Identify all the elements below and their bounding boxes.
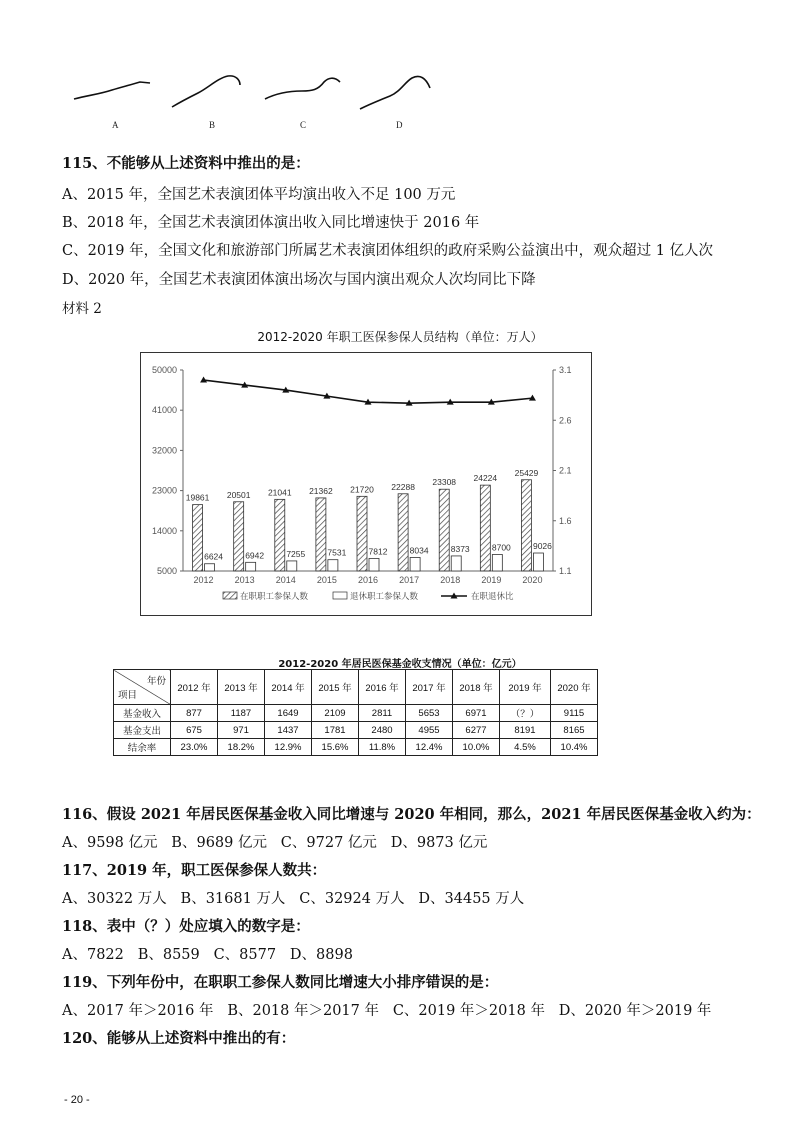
bar-label-retired: 7255: [286, 548, 306, 559]
left-tick-label: 50000: [151, 365, 177, 375]
x-tick-label: 2013: [234, 575, 255, 585]
q115-option-c: C、2019 年，全国文化和旅游部门所属艺术表演团体组织的政府采购公益演出中，观众超过 1 亿人次: [62, 243, 714, 259]
x-tick-label: 2020: [522, 575, 543, 585]
bar-label-active: 21362: [309, 485, 333, 496]
table-row: [114, 705, 598, 722]
bar-retired-workers: [246, 562, 256, 571]
col-header: 2012 年: [171, 670, 218, 705]
table-cell: 11.8%: [359, 739, 406, 756]
chart-title: 2012-2020 年职工医保参保人员结构（单位：万人）: [257, 330, 543, 344]
table-cell: 10.4%: [551, 739, 598, 756]
bar-active-workers: [439, 489, 449, 571]
table-row: [114, 739, 598, 756]
bar-label-retired: 9026: [532, 541, 552, 552]
bar-label-active: 24224: [473, 473, 498, 484]
table-cell: 9115: [551, 705, 598, 722]
bar-retired-workers: [533, 553, 543, 571]
bar-label-retired: 6624: [204, 551, 224, 562]
bar-active-workers: [275, 499, 285, 571]
left-tick-label: 23000: [151, 485, 177, 496]
sketch-d-curve: [360, 76, 430, 109]
table-cell: 6971: [453, 705, 500, 722]
table-cell: 1187: [218, 705, 265, 722]
bar-label-active: 19861: [185, 492, 210, 503]
sketch-label-c: C: [300, 120, 307, 130]
table-cell: 2480: [359, 722, 406, 739]
table-cell: 1781: [312, 722, 359, 739]
table-cell: 971: [218, 722, 265, 739]
table-cell-unknown: （？）: [500, 705, 551, 722]
x-tick-label: 2019: [481, 575, 502, 585]
x-tick-label: 2018: [440, 575, 461, 585]
col-header: 2016 年: [359, 670, 406, 705]
sketch-label-d: D: [396, 120, 403, 130]
material-label: 材料 2: [62, 301, 102, 317]
corner-item-label: 项目: [118, 690, 138, 701]
sketch-a-curve: [74, 82, 150, 99]
table-cell: 2811: [359, 705, 406, 722]
table-cell: 12.9%: [265, 739, 312, 756]
bar-retired-workers: [369, 558, 379, 571]
fund-table: [113, 669, 598, 756]
legend-label-ratio: 在职退休比: [471, 591, 514, 601]
bar-retired-workers: [287, 561, 297, 571]
table-cell: 6277: [453, 722, 500, 739]
q115-option-d: D、2020 年，全国艺术表演团体演出场次与国内演出观众人次均同比下降: [62, 272, 536, 288]
bar-active-workers: [521, 480, 531, 571]
bar-retired-workers: [492, 554, 502, 571]
table-corner-cell: [114, 670, 171, 705]
table-cell: 877: [171, 705, 218, 722]
bar-active-workers: [316, 498, 326, 571]
q116-options: A、9598 亿元 B、9689 亿元 C、9727 亿元 D、9873 亿元: [62, 835, 488, 851]
right-tick-label: 2.6: [559, 415, 572, 426]
insurance-chart: [141, 353, 591, 615]
sketch-c-curve: [265, 78, 340, 99]
right-tick-label: 2.1: [559, 465, 572, 476]
sketch-label-a: A: [112, 120, 119, 130]
q115-option-a: A、2015 年，全国艺术表演团体平均演出收入不足 100 万元: [62, 187, 456, 203]
bar-active-workers: [234, 502, 244, 571]
col-header: 2019 年: [500, 670, 551, 705]
bar-label-retired: 7531: [327, 547, 347, 558]
legend-label-retired: 退休职工参保人数: [350, 591, 419, 601]
bar-label-active: 22288: [391, 481, 415, 492]
bar-active-workers: [398, 494, 408, 571]
left-tick-label: 14000: [151, 525, 177, 536]
q117-options: A、30322 万人 B、31681 万人 C、32924 万人 D、34455 万人: [62, 891, 525, 907]
option-sketches: [60, 66, 460, 116]
q115-stem: 115、不能够从上述资料中推出的是：: [62, 155, 310, 172]
q118-stem: 118、表中（？）处应填入的数字是：: [62, 918, 310, 935]
table-cell: 2109: [312, 705, 359, 722]
bar-retired-workers: [410, 557, 420, 571]
corner-year-label: 年份: [146, 676, 166, 687]
bar-active-workers: [480, 485, 490, 571]
legend-swatch-active: [223, 592, 237, 599]
q116-stem: 116、假设 2021 年居民医保基金收入同比增速与 2020 年相同，那么，2021 年居民医保基金收入约为：: [62, 806, 761, 823]
bar-label-retired: 6942: [245, 550, 265, 561]
right-tick-label: 3.1: [559, 365, 572, 375]
x-tick-label: 2017: [399, 575, 420, 585]
left-tick-label: 32000: [151, 445, 177, 456]
table-cell: 1649: [265, 705, 312, 722]
table-cell: 1437: [265, 722, 312, 739]
table-cell: 4.5%: [500, 739, 551, 756]
table-cell: 8191: [500, 722, 551, 739]
bar-retired-workers: [451, 556, 461, 571]
row-label: 基金收入: [114, 705, 171, 722]
bar-label-active: 21720: [350, 484, 374, 495]
q119-options: A、2017 年＞2016 年 B、2018 年＞2017 年 C、2019 年＞2018 年 D、2020 年＞2019 年: [62, 1003, 712, 1019]
table-cell: 10.0%: [453, 739, 500, 756]
bar-label-retired: 8034: [409, 545, 429, 556]
page-number: - 20 -: [64, 1094, 90, 1106]
table-cell: 675: [171, 722, 218, 739]
bar-label-active: 23308: [432, 477, 457, 488]
sketch-label-b: B: [209, 120, 216, 130]
legend-swatch-retired: [333, 592, 347, 599]
row-label: 结余率: [114, 739, 171, 756]
x-tick-label: 2016: [357, 575, 379, 585]
col-header: 2014 年: [265, 670, 312, 705]
chart-frame: [140, 352, 592, 616]
table-title: 2012-2020 年居民医保基金收支情况（单位：亿元）: [278, 659, 522, 670]
q120-stem: 120、能够从上述资料中推出的有：: [62, 1030, 296, 1047]
sketch-b-curve: [172, 76, 240, 107]
q119-stem: 119、下列年份中，在职职工参保人数同比增速大小排序错误的是：: [62, 974, 499, 991]
bar-label-active: 21041: [267, 487, 292, 498]
bar-label-retired: 7812: [368, 546, 388, 557]
bar-label-active: 20501: [226, 489, 251, 500]
table-row: [114, 722, 598, 739]
q115-option-b: B、2018 年，全国艺术表演团体演出收入同比增速快于 2016 年: [62, 215, 480, 231]
bar-retired-workers: [205, 564, 215, 571]
col-header: 2017 年: [406, 670, 453, 705]
x-tick-label: 2015: [316, 575, 337, 585]
table-cell: 8165: [551, 722, 598, 739]
table-header-row: [114, 670, 598, 705]
q117-stem: 117、2019 年，职工医保参保人数共：: [62, 862, 327, 879]
bar-active-workers: [193, 505, 203, 571]
bar-label-retired: 8373: [450, 543, 470, 554]
left-tick-label: 41000: [151, 405, 177, 416]
table-cell: 15.6%: [312, 739, 359, 756]
table-cell: 4955: [406, 722, 453, 739]
right-tick-label: 1.1: [559, 566, 572, 576]
col-header: 2013 年: [218, 670, 265, 705]
right-tick-label: 1.6: [559, 515, 572, 526]
table-cell: 23.0%: [171, 739, 218, 756]
bar-active-workers: [357, 496, 367, 571]
q118-options: A、7822 B、8559 C、8577 D、8898: [62, 947, 353, 963]
col-header: 2015 年: [312, 670, 359, 705]
bar-label-active: 25429: [514, 467, 539, 478]
table-cell: 18.2%: [218, 739, 265, 756]
x-tick-label: 2014: [275, 575, 296, 585]
row-label: 基金支出: [114, 722, 171, 739]
bar-label-retired: 8700: [491, 542, 511, 553]
table-cell: 12.4%: [406, 739, 453, 756]
table-cell: 5653: [406, 705, 453, 722]
x-tick-label: 2012: [193, 575, 214, 585]
col-header: 2018 年: [453, 670, 500, 705]
bar-retired-workers: [328, 560, 338, 571]
legend-label-active: 在职职工参保人数: [240, 591, 309, 601]
col-header: 2020 年: [551, 670, 598, 705]
left-tick-label: 5000: [156, 566, 177, 576]
